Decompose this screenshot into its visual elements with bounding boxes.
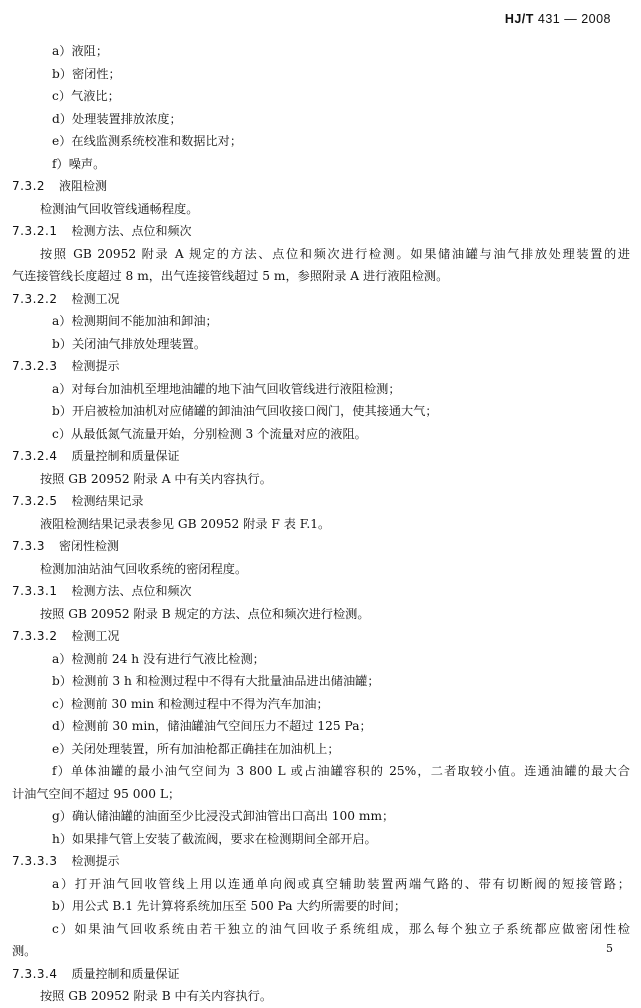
list-item: b）检测前 3 h 和检测过程中不得有大批量油品进出储油罐； (52, 674, 380, 688)
section-heading (12, 535, 630, 558)
list-item: c）气液比； (52, 89, 120, 103)
section-heading (12, 175, 630, 198)
paragraph: 检测油气回收管线通畅程度。 (40, 201, 199, 216)
section-number: 7.3.3.4 (12, 966, 58, 981)
paragraph: 按照 GB 20952 附录 B 中有关内容执行。 (40, 989, 273, 1003)
section-heading (12, 850, 630, 873)
list-item: b）密闭性； (52, 66, 121, 81)
section-title: 检测提示 (71, 359, 120, 373)
section-title: 质量控制和质量保证 (71, 449, 180, 463)
paragraph-continuation: 气连接管线长度超过 8 m，出气连接管线超过 5 m，参照附录 A 进行液阻检测。 (12, 269, 449, 283)
section-title: 检测方法、点位和频次 (71, 224, 192, 238)
list-item: b）关闭油气排放处理装置。 (52, 336, 207, 351)
section-number: 7.3.2.5 (12, 494, 58, 508)
section-title: 液阻检测 (59, 179, 108, 193)
section-number: 7.3.2.4 (12, 449, 58, 463)
section-title: 检测提示 (71, 854, 120, 868)
list-item: e）关闭处理装置，所有加油枪都正确挂在加油机上； (52, 741, 340, 756)
section-heading (12, 490, 630, 513)
list-item: f）噪声。 (52, 156, 106, 171)
standard-code: HJ/T (504, 12, 534, 26)
section-title: 检测工况 (71, 629, 120, 643)
list-item: g）确认储油罐的油面至少比浸没式卸油管出口高出 100 mm； (52, 809, 395, 823)
section-number: 7.3.2.3 (12, 359, 58, 373)
section-number: 7.3.3.2 (12, 629, 58, 643)
list-item: d）检测前 30 min，储油罐油气空间压力不超过 125 Pa； (52, 719, 372, 733)
section-heading (12, 445, 630, 468)
document-header (505, 12, 611, 26)
section-title: 检测工况 (71, 291, 120, 306)
section-number: 7.3.2 (12, 179, 46, 193)
list-item: b）用公式 B.1 先计算将系统加压至 500 Pa 大约所需要的时间； (52, 899, 407, 913)
list-item: b）开启被检加油机对应储罐的卸油油气回收接口阀门，使其接通大气； (52, 404, 438, 418)
section-number: 7.3.3 (12, 539, 46, 553)
section-heading (12, 625, 630, 648)
document-body (12, 40, 630, 1008)
section-heading (12, 355, 630, 378)
list-item: a）打开油气回收管线上用以连通单向阀或真空辅助装置两端气路的、带有切断阀的短接管路； (52, 876, 630, 891)
paragraph-continuation: 测。 (12, 944, 37, 958)
section-title: 质量控制和质量保证 (71, 966, 180, 981)
section-title: 检测方法、点位和频次 (71, 584, 192, 598)
list-item: f）单体油罐的最小油气空间为 3 800 L 或占油罐容积的 25%，二者取较小值。连通油罐的最大合 (52, 764, 630, 778)
page-number: 5 (606, 942, 613, 955)
list-item: c）从最低氮气流量开始，分别检测 3 个流量对应的液阻。 (52, 426, 367, 441)
section-heading (12, 963, 630, 986)
list-item: d）处理装置排放浓度； (52, 111, 182, 126)
list-item: e）在线监测系统校准和数据比对； (52, 134, 243, 148)
paragraph: 按照 GB 20952 附录 A 中有关内容执行。 (40, 471, 272, 486)
list-item: a）检测期间不能加油和卸油； (52, 314, 218, 328)
list-item: h）如果排气管上安装了截流阀，要求在检测期间全部开启。 (52, 831, 377, 846)
section-title: 密闭性检测 (59, 539, 120, 553)
paragraph-continuation: 计油气空间不超过 95 000 L； (12, 786, 181, 801)
paragraph: 按照 GB 20952 附录 B 规定的方法、点位和频次进行检测。 (40, 606, 370, 621)
list-item: c）检测前 30 min 和检测过程中不得为汽车加油； (52, 696, 329, 711)
section-number: 7.3.3.1 (12, 584, 58, 598)
standard-number: 431 — 2008 (537, 12, 611, 26)
section-number: 7.3.2.1 (12, 224, 58, 238)
section-heading (12, 580, 630, 603)
list-item: a）检测前 24 h 没有进行气液比检测； (52, 651, 265, 666)
section-title: 检测结果记录 (71, 494, 144, 508)
paragraph: 按照 GB 20952 附录 A 规定的方法、点位和频次进行检测。如果储油罐与油气排放处理装置的进 (40, 246, 630, 261)
section-number: 7.3.3.3 (12, 854, 58, 868)
section-heading (12, 288, 630, 311)
list-item: a）对每台加油机至埋地油罐的地下油气回收管线进行液阻检测； (52, 381, 401, 396)
section-number: 7.3.2.2 (12, 291, 58, 306)
list-item: c）如果油气回收系统由若干独立的油气回收子系统组成，那么每个独立子系统都应做密闭性检 (52, 921, 630, 936)
section-heading (12, 220, 630, 243)
paragraph: 检测加油站油气回收系统的密闭程度。 (40, 561, 248, 576)
list-item: a）液阻； (52, 44, 109, 58)
paragraph: 液阻检测结果记录表参见 GB 20952 附录 F 表 F.1。 (40, 516, 331, 531)
